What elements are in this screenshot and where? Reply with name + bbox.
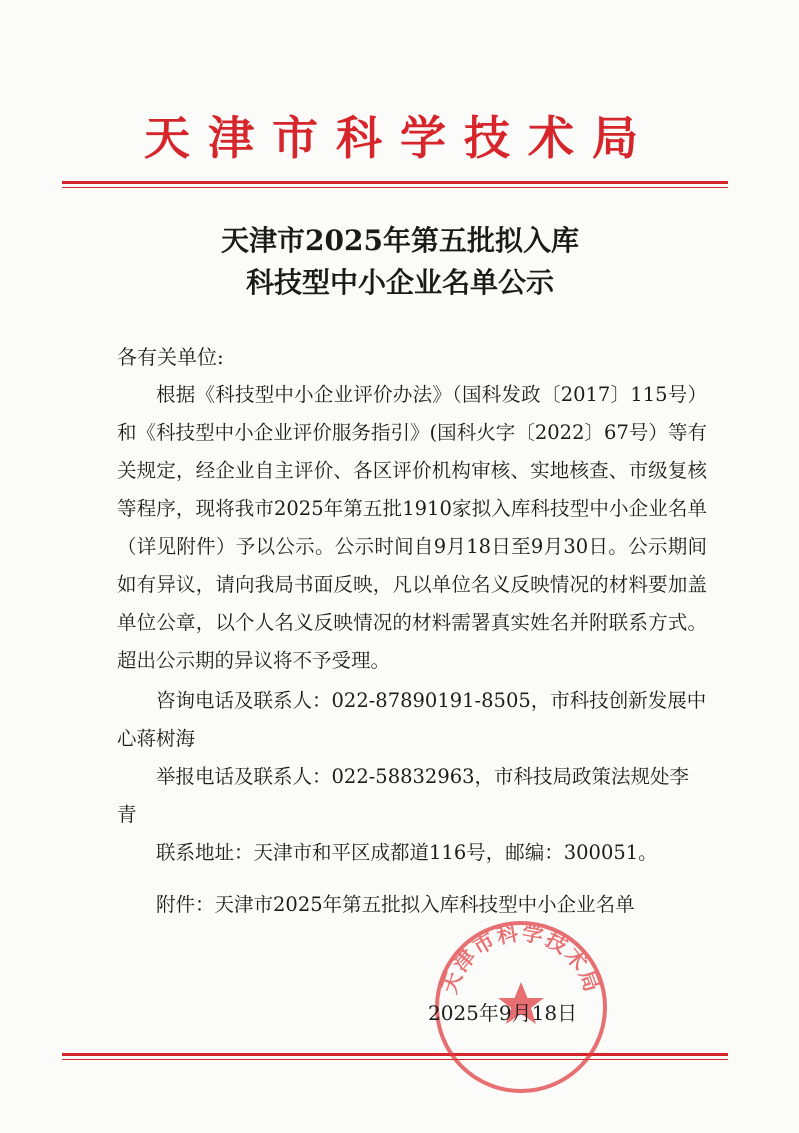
footer-divider-thin bbox=[62, 1059, 728, 1060]
document-title-line-2: 科技型中小企业名单公示 bbox=[245, 266, 554, 299]
body-text bbox=[117, 376, 707, 680]
org-header: 天津市科学技术局 bbox=[144, 111, 656, 165]
report-contact: 举报电话及联系人：022-58832963，市科技局政策法规处李青 bbox=[117, 765, 690, 826]
footer-divider-thick bbox=[62, 1053, 728, 1056]
seal-text: 天津市科学技术局 bbox=[436, 919, 606, 997]
issue-date: 2025年9月18日 bbox=[428, 1001, 578, 1025]
document-title-line-1: 天津市2025年第五批拟入库 bbox=[221, 224, 579, 257]
header-divider-thick bbox=[62, 181, 728, 184]
attachment-note: 附件：天津市2025年第五批拟入库科技型中小企业名单 bbox=[156, 893, 635, 916]
salutation: 各有关单位: bbox=[117, 345, 224, 369]
body-paragraph: 根据《科技型中小企业评价办法》（国科发政〔2017〕115号）和《科技型中小企业评价服务指引》(国科火字〔2022〕67号）等有关规定，经企业自主评价、各区评价机构审核、实地核查、市级复核等程序，现将我市2025年第五批1910家拟入库科技型中小企业名单（详见附件）予以公示。公示时间自9月18日至9月30日。公示期间如有异议，请向我局书面反映，凡以单位名义反映情况的材料要加盖单位公章，以个人名义反映情况的材料需署真实姓名并附联系方式。超出公示期的异议将不予受理。 bbox=[117, 383, 707, 672]
consult-contact: 咨询电话及联系人：022-87890191-8505，市科技创新发展中心蒋树海 bbox=[117, 689, 707, 750]
contact-address: 联系地址：天津市和平区成都道116号，邮编：300051。 bbox=[156, 841, 658, 864]
header-divider-thin bbox=[62, 187, 728, 188]
